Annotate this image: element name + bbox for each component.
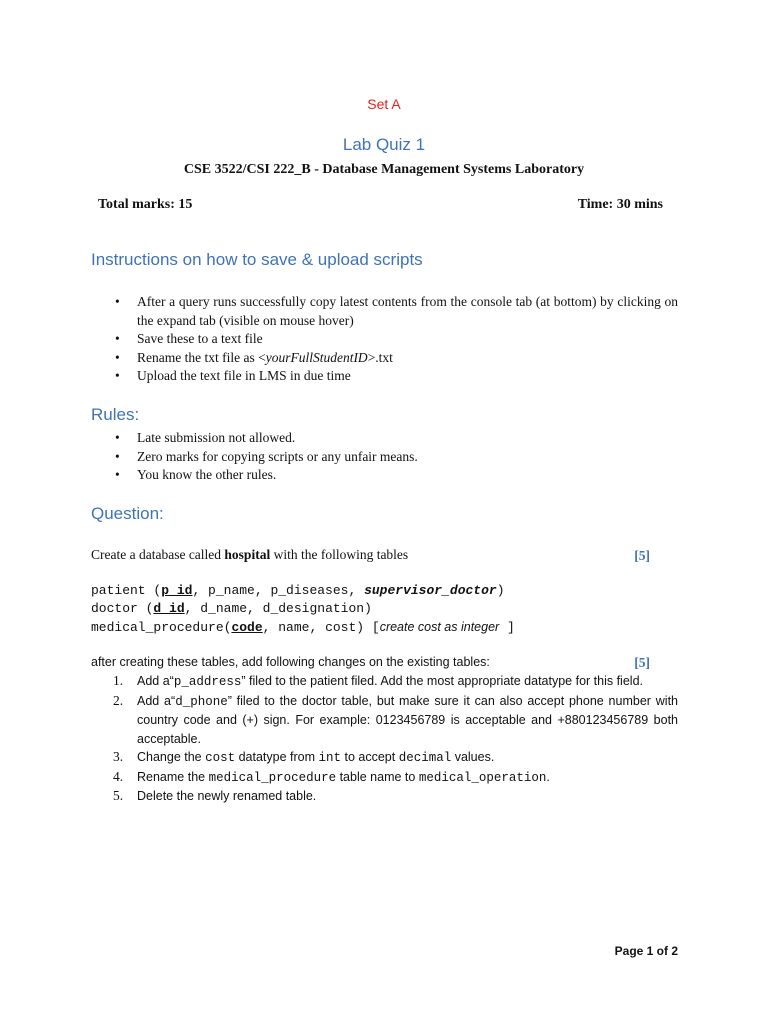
marks-badge: [5] <box>634 548 650 563</box>
page-number: Page 1 of 2 <box>614 944 678 958</box>
list-item: 2. Add a“d_phone” filed to the doctor table, but make sure it can also accept phone number with country code and (+) sign. For example: 0123456789 is acceptable and +880123456789 both acceptable. <box>113 692 678 746</box>
question-intro: Create a database called hospital with the following tables <box>91 547 409 562</box>
total-marks: Total marks: 15 <box>98 197 193 212</box>
rules-list <box>113 429 678 485</box>
changes-intro: after creating these tables, add following changes on the existing tables: <box>91 655 490 669</box>
list-item: • Zero marks for copying scripts or any unfair means. <box>113 448 678 467</box>
list-item: • Upload the text file in LMS in due time <box>113 367 678 386</box>
table-definitions <box>91 582 515 637</box>
instructions-list <box>113 293 678 386</box>
quiz-title: Lab Quiz 1 <box>342 135 426 154</box>
list-item: 4. Rename the medical_procedure table name to medical_operation. <box>113 768 550 785</box>
medical-procedure-table-def: medical_procedure(code, name, cost) [create cost as integer ] <box>91 620 515 635</box>
question-heading: Question: <box>91 504 164 523</box>
list-item: • Rename the txt file as <yourFullStudentID>.txt <box>113 349 678 368</box>
list-item: • You know the other rules. <box>113 466 678 485</box>
patient-table-def: patient (p_id, p_name, p_diseases, supervisor_doctor) <box>91 583 505 598</box>
marks-badge: [5] <box>634 655 650 670</box>
instructions-heading: Instructions on how to save & upload scripts <box>91 250 423 269</box>
list-item: • Save these to a text file <box>113 330 678 349</box>
changes-list <box>113 672 678 806</box>
set-label: Set A <box>367 96 401 112</box>
time-limit: Time: 30 mins <box>577 197 663 212</box>
course-title: CSE 3522/CSI 222_B - Database Management Systems Laboratory <box>183 162 585 177</box>
list-item: 1. Add a“p_address” filed to the patient filed. Add the most appropriate datatype for this field. <box>113 673 643 689</box>
list-item: • Late submission not allowed. <box>113 429 678 448</box>
list-item: 5. Delete the newly renamed table. <box>113 788 317 803</box>
list-item: • After a query runs successfully copy latest contents from the console tab (at bottom) by clicking on the expand tab (visible on mouse hover) <box>113 293 678 330</box>
doctor-table-def: doctor (d_id, d_name, d_designation) <box>91 601 372 616</box>
list-item: 3. Change the cost datatype from int to accept decimal values. <box>113 749 495 765</box>
rules-heading: Rules: <box>91 405 140 424</box>
